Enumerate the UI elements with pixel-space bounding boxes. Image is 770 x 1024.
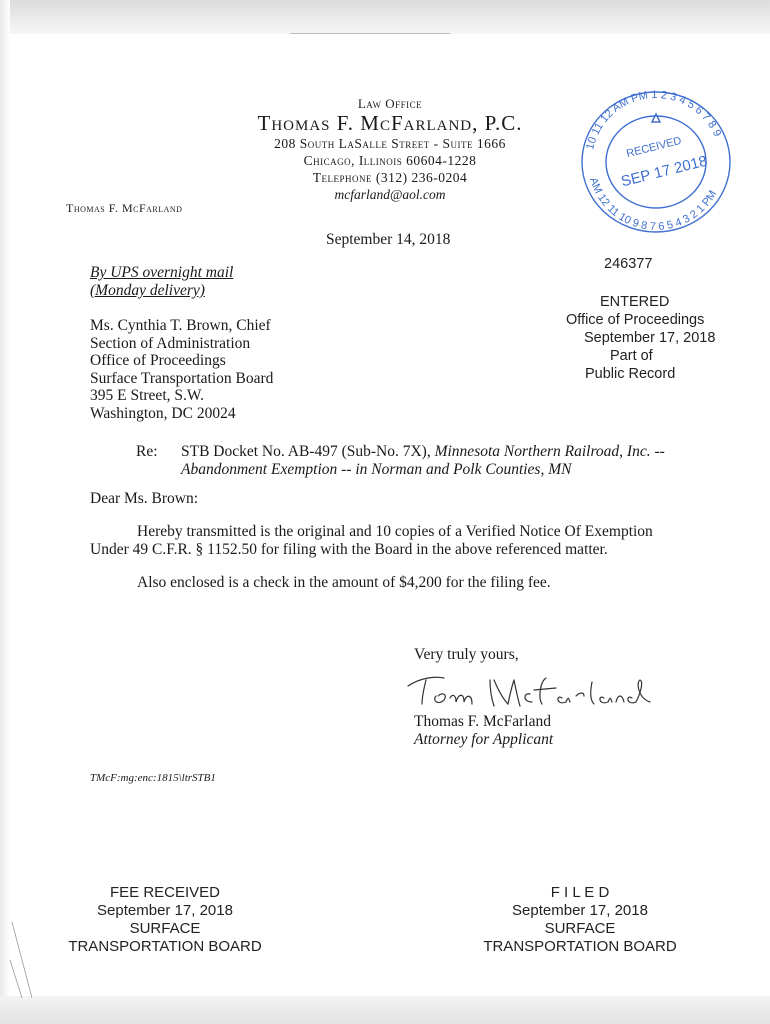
body-paragraph-2: Also enclosed is a check in the amount of $4,200 for the filing fee. [137, 574, 551, 591]
fee-received-line-4: TRANSPORTATION BOARD [68, 938, 262, 955]
scan-edge-left [0, 0, 10, 1024]
recipient-line: Section of Administration [90, 334, 251, 352]
signature-svg [400, 664, 660, 712]
letterhead-side-name: Thomas F. McFarland [66, 201, 183, 215]
filing-stamp [555, 255, 745, 383]
re-applicant: Minnesota Northern Railroad, Inc. -- [434, 443, 665, 460]
scan-artifact-stroke [8, 920, 38, 1000]
delivery-line-1: By UPS overnight mail [90, 264, 234, 281]
scan-artifact-line [290, 33, 450, 34]
fee-received-line-2: September 17, 2018 [97, 902, 233, 919]
filed-line-3: SURFACE [544, 920, 616, 937]
body-paragraph-1-line-2: Under 49 C.F.R. § 1152.50 for filing with the Board in the above referenced matter. [90, 541, 608, 558]
stamp-bottom-ring-text: AM 12 11 10 9 8 7 6 5 4 3 2 1 PM [587, 176, 720, 234]
filing-status: ENTERED [600, 294, 670, 310]
fee-received-line-3: SURFACE [129, 920, 201, 937]
signer-title: Attorney for Applicant [414, 731, 554, 748]
stamp-top-ring-text: 10 11 12 AM PM 1 2 3 4 5 6 7 8 9 [584, 88, 724, 151]
filing-record: Public Record [585, 366, 676, 382]
stamp-date-text: SEP 17 2018 [619, 152, 710, 191]
filing-part: Part of [610, 348, 653, 364]
letterhead-email: mcfarland@aol.com [334, 187, 446, 202]
handwritten-signature [400, 664, 660, 712]
letterhead [190, 96, 590, 203]
signer-name: Thomas F. McFarland [414, 713, 551, 730]
letterhead-firm-name: Thomas F. McFarland, P.C. [257, 111, 523, 135]
stamp-pointer-icon [652, 114, 660, 122]
closing: Very truly yours, [414, 646, 519, 663]
received-stamp-svg [578, 88, 734, 236]
filing-date: September 17, 2018 [584, 330, 716, 346]
fee-received-stamp [40, 884, 290, 956]
re-line-2: Abandonment Exemption -- in Norman and Polk Counties, MN [181, 461, 572, 478]
scan-edge-bottom [0, 996, 770, 1024]
re-label: Re: [136, 443, 158, 460]
letterhead-address: 208 South LaSalle Street - Suite 1666 [274, 136, 506, 151]
filed-line-2: September 17, 2018 [512, 902, 648, 919]
fee-received-line-1: FEE RECEIVED [109, 884, 221, 901]
filed-stamp [455, 884, 705, 956]
salutation: Dear Ms. Brown: [90, 490, 199, 507]
recipient-line: Ms. Cynthia T. Brown, Chief [90, 317, 271, 334]
recipient-line: 395 E Street, S.W. [90, 387, 204, 404]
stamp-received-text: RECEIVED [625, 134, 683, 161]
recipient-line: Washington, DC 20024 [90, 404, 236, 422]
letterhead-telephone: Telephone (312) 236-0204 [312, 170, 468, 185]
letterhead-office-label: Law Office [357, 96, 423, 111]
letterhead-city: Chicago, Illinois 60604-1228 [303, 153, 477, 168]
delivery-line-2: (Monday delivery) [90, 282, 205, 299]
reference-code: TMcF:mg:enc:1815\ltrSTB1 [90, 772, 216, 784]
filing-number: 246377 [604, 256, 653, 272]
recipient-line: Office of Proceedings [90, 352, 226, 369]
re-docket: STB Docket No. AB-497 (Sub-No. 7X), [181, 443, 435, 460]
filed-line-4: TRANSPORTATION BOARD [483, 938, 677, 955]
received-stamp [578, 88, 734, 236]
recipient-address [90, 317, 273, 422]
filed-line-1: F I L E D [550, 884, 610, 901]
body-paragraph-1-line-1: Hereby transmitted is the original and 10 copies of a Verified Notice Of Exemption [137, 523, 653, 540]
re-line-1 [181, 443, 665, 461]
filing-office: Office of Proceedings [566, 312, 705, 328]
recipient-line: Surface Transportation Board [90, 369, 274, 387]
letter-date: September 14, 2018 [326, 231, 451, 248]
scan-edge-top [0, 0, 770, 34]
